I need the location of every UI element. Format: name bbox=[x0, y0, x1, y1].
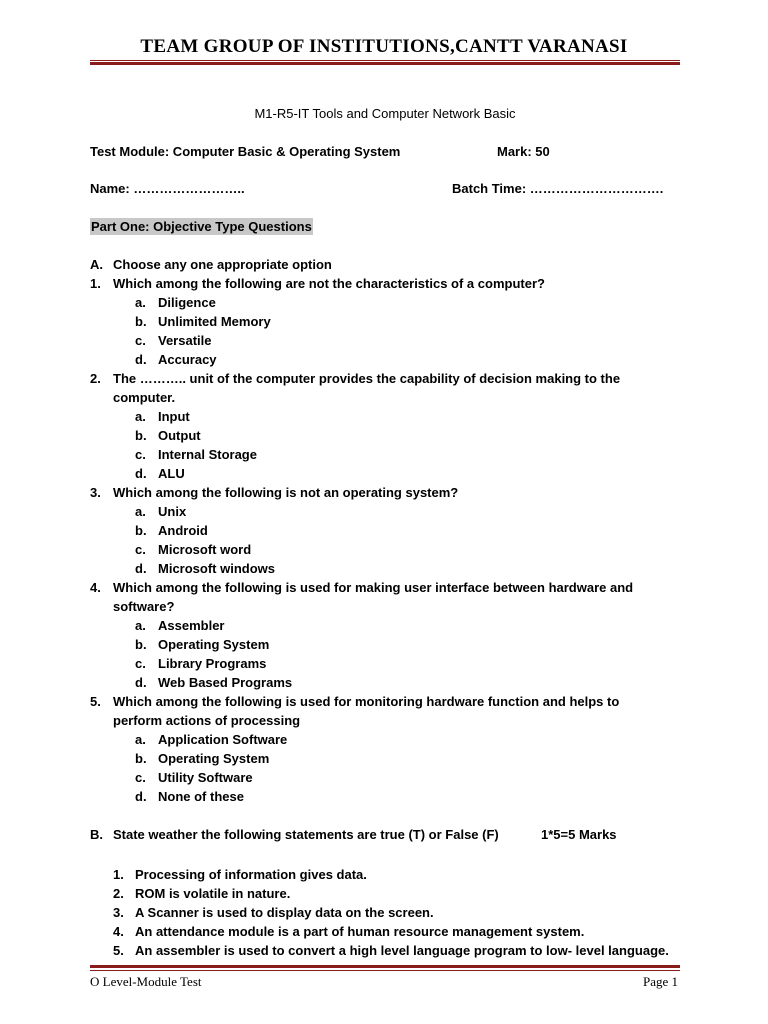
section-a-letter: A. bbox=[90, 257, 103, 272]
footer-rule-thin bbox=[90, 970, 680, 971]
footer-page-number: Page 1 bbox=[642, 974, 678, 989]
statement-number: 4. bbox=[113, 924, 124, 939]
option-text: Unlimited Memory bbox=[158, 314, 271, 329]
option-letter: d. bbox=[135, 789, 147, 804]
option-letter: a. bbox=[135, 618, 146, 633]
statement-text: An attendance module is a part of human resource management system. bbox=[135, 924, 585, 939]
statement-number: 2. bbox=[113, 886, 124, 901]
option-text: Diligence bbox=[158, 295, 216, 310]
option-letter: d. bbox=[135, 466, 147, 481]
institution-title: TEAM GROUP OF INSTITUTIONS,CANTT VARANASI bbox=[140, 36, 628, 57]
statement-number: 5. bbox=[113, 943, 124, 958]
question-text: Which among the following is not an operating system? bbox=[113, 485, 459, 500]
option-letter: d. bbox=[135, 675, 147, 690]
option-text: Unix bbox=[158, 504, 187, 519]
question-text: The ……….. unit of the computer provides the capability of decision making to the bbox=[113, 371, 621, 386]
footer-rule-thick bbox=[90, 965, 680, 968]
option-text: Microsoft windows bbox=[158, 561, 275, 576]
option-text: Utility Software bbox=[158, 770, 253, 785]
footer-module-label: O Level-Module Test bbox=[90, 974, 202, 989]
course-title: M1-R5-IT Tools and Computer Network Basic bbox=[254, 106, 516, 121]
option-letter: b. bbox=[135, 751, 147, 766]
statement-text: ROM is volatile in nature. bbox=[135, 886, 291, 901]
option-letter: a. bbox=[135, 295, 146, 310]
option-text: Versatile bbox=[158, 333, 212, 348]
statement-text: Processing of information gives data. bbox=[135, 867, 367, 882]
section-b-instruction: State weather the following statements are true (T) or False (F) bbox=[113, 827, 499, 842]
option-letter: c. bbox=[135, 447, 146, 462]
option-letter: d. bbox=[135, 561, 147, 576]
section-a-instruction: Choose any one appropriate option bbox=[113, 257, 332, 272]
question-number: 5. bbox=[90, 694, 101, 709]
candidate-name-field: Name: …………………….. bbox=[90, 181, 245, 196]
statement-number: 1. bbox=[113, 867, 124, 882]
section-b-marks: 1*5=5 Marks bbox=[541, 827, 617, 842]
option-text: Web Based Programs bbox=[158, 675, 293, 690]
test-module-label: Test Module: Computer Basic & Operating System bbox=[90, 144, 401, 159]
option-text: Assembler bbox=[158, 618, 225, 633]
option-letter: c. bbox=[135, 542, 146, 557]
option-letter: b. bbox=[135, 428, 147, 443]
option-text: Application Software bbox=[158, 732, 288, 747]
option-text: Library Programs bbox=[158, 656, 267, 671]
option-letter: a. bbox=[135, 732, 146, 747]
section-b-letter: B. bbox=[90, 827, 103, 842]
option-letter: c. bbox=[135, 770, 146, 785]
question-text: Which among the following is used for making user interface between hardware and bbox=[113, 580, 634, 595]
option-text: Internal Storage bbox=[158, 447, 257, 462]
header-rule-thick bbox=[90, 62, 680, 65]
question-text: Which among the following is used for monitoring hardware function and helps to bbox=[113, 694, 620, 709]
statement-number: 3. bbox=[113, 905, 124, 920]
total-mark: Mark: 50 bbox=[497, 144, 550, 159]
question-number: 4. bbox=[90, 580, 101, 595]
statement-text: A Scanner is used to display data on the screen. bbox=[135, 905, 434, 920]
option-letter: d. bbox=[135, 352, 147, 367]
question-text: computer. bbox=[113, 390, 176, 405]
option-text: Accuracy bbox=[158, 352, 217, 367]
question-text: perform actions of processing bbox=[113, 713, 301, 728]
option-letter: c. bbox=[135, 656, 146, 671]
question-text: software? bbox=[113, 599, 175, 614]
option-letter: b. bbox=[135, 314, 147, 329]
question-text: Which among the following are not the characteristics of a computer? bbox=[113, 276, 545, 291]
option-text: Output bbox=[158, 428, 201, 443]
question-number: 3. bbox=[90, 485, 101, 500]
option-text: ALU bbox=[158, 466, 185, 481]
batch-time-field: Batch Time: …………………………. bbox=[452, 181, 664, 196]
option-letter: a. bbox=[135, 409, 146, 424]
option-text: None of these bbox=[158, 789, 244, 804]
question-number: 1. bbox=[90, 276, 101, 291]
question-number: 2. bbox=[90, 371, 101, 386]
option-text: Operating System bbox=[158, 637, 270, 652]
option-letter: b. bbox=[135, 523, 147, 538]
part-one-heading bbox=[90, 217, 313, 236]
part-one-highlight: Part One: Objective Type Questions bbox=[91, 219, 312, 234]
option-letter: b. bbox=[135, 637, 147, 652]
option-letter: c. bbox=[135, 333, 146, 348]
option-text: Operating System bbox=[158, 751, 270, 766]
statement-text: An assembler is used to convert a high level language program to low- level language. bbox=[135, 943, 669, 958]
option-text: Android bbox=[158, 523, 208, 538]
option-text: Microsoft word bbox=[158, 542, 252, 557]
header-rule-thin bbox=[90, 60, 680, 61]
option-text: Input bbox=[158, 409, 190, 424]
option-letter: a. bbox=[135, 504, 146, 519]
